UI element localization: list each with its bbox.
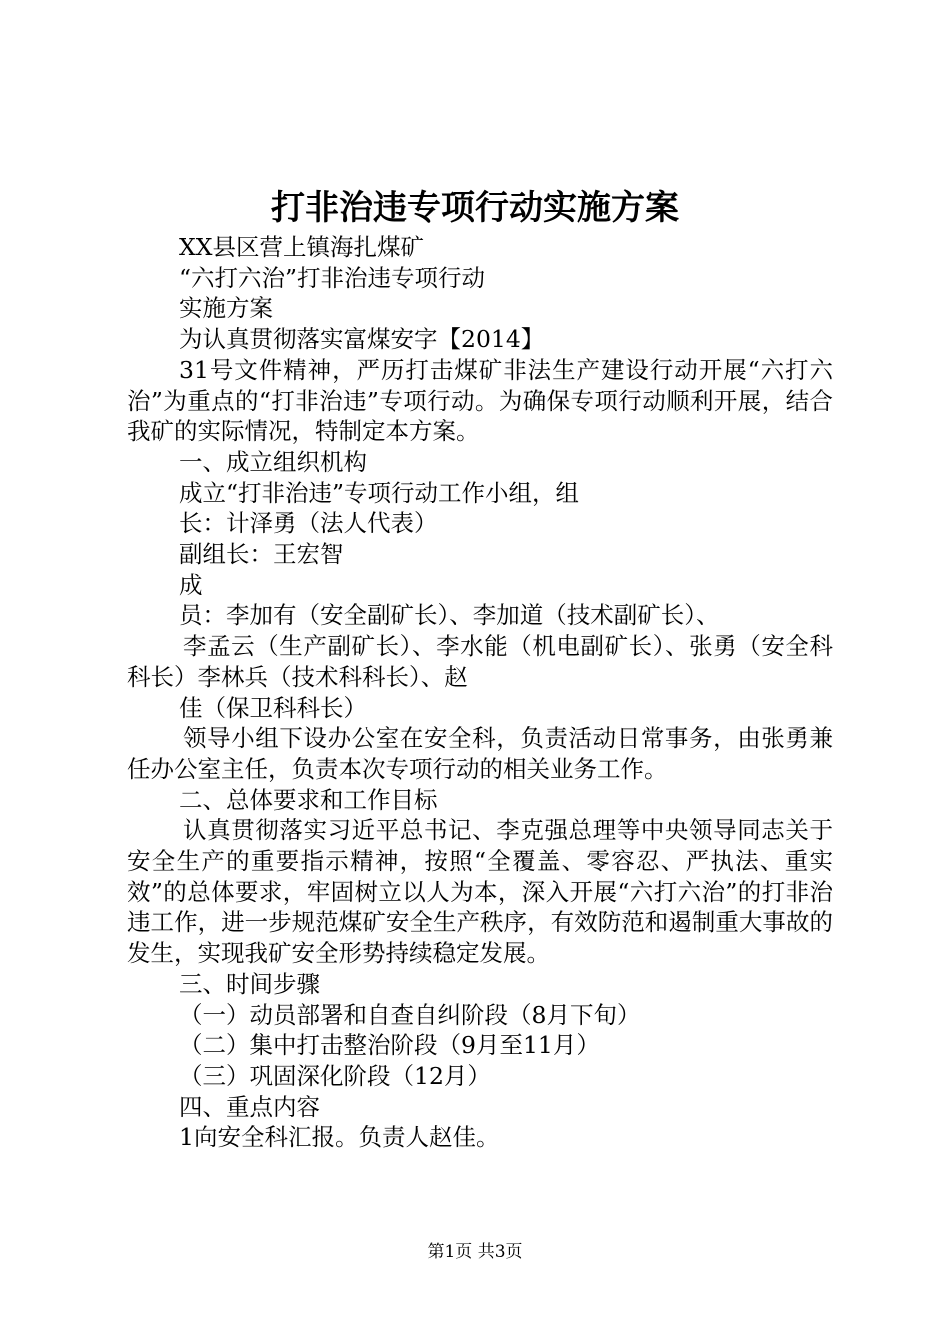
section-heading-organization: 一、成立组织机构: [179, 447, 367, 476]
section-heading-key-content: 四、重点内容: [179, 1092, 320, 1121]
document-title: 打非治违专项行动实施方案: [271, 188, 679, 228]
paragraph-intro: 31号文件精神，严历打击煤矿非法生产建设行动开展“六打六治”为重点的“打非治违”专项行动。为确保专项行动顺利开展，结合我矿的实际情况，特制定本方案。: [127, 355, 833, 446]
page-footer: 第1页 共3页: [427, 1242, 523, 1262]
paragraph-stage-1: （一）动员部署和自查自纠阶段（8月下旬）: [179, 1000, 641, 1029]
paragraph-stage-3: （三）巩固深化阶段（12月）: [179, 1061, 491, 1090]
paragraph-intro-start: 为认真贯彻落实富煤安字【2014】: [179, 325, 545, 354]
paragraph-key-content-1: 1向安全科汇报。负责人赵佳。: [179, 1123, 500, 1152]
paragraph-mine-name: XX县区营上镇海扎煤矿: [179, 233, 424, 261]
paragraph-members-2: 李孟云（生产副矿长）、李水能（机电副矿长）、张勇（安全科科长）李林兵（技术科科长）、赵: [127, 632, 833, 691]
section-heading-requirements: 二、总体要求和工作目标: [179, 785, 438, 814]
paragraph-working-group: 成立“打非治违”专项行动工作小组，组: [179, 478, 580, 507]
paragraph-group-leader: 长：计泽勇（法人代表）: [179, 509, 438, 538]
section-heading-schedule: 三、时间步骤: [179, 969, 320, 998]
paragraph-stage-2: （二）集中打击整治阶段（9月至11月）: [179, 1031, 600, 1060]
paragraph-deputy-leader: 副组长：王宏智: [179, 540, 344, 569]
paragraph-plan-label: 实施方案: [179, 294, 273, 323]
paragraph-members-3: 佳（保卫科科长）: [179, 693, 367, 722]
document-body: [127, 232, 833, 1153]
paragraph-members-label: 成: [179, 570, 203, 599]
paragraph-requirements: 认真贯彻落实习近平总书记、李克强总理等中央领导同志关于安全生产的重要指示精神，按照“全覆盖、零容忍、严执法、重实效”的总体要求，牢固树立以人为本，深入开展“六打六治”的打非治违工作，进一步规范煤矿安全生产秩序，有效防范和遏制重大事故的发生，实现我矿安全形势持续稳定发展。: [127, 816, 833, 968]
paragraph-members-1: 员：李加有（安全副矿长）、李加道（技术副矿长）、: [179, 601, 720, 630]
paragraph-campaign-name: “六打六治”打非治违专项行动: [179, 263, 486, 292]
paragraph-office: 领导小组下设办公室在安全科，负责活动日常事务，由张勇兼任办公室主任，负责本次专项行动的相关业务工作。: [127, 724, 833, 783]
